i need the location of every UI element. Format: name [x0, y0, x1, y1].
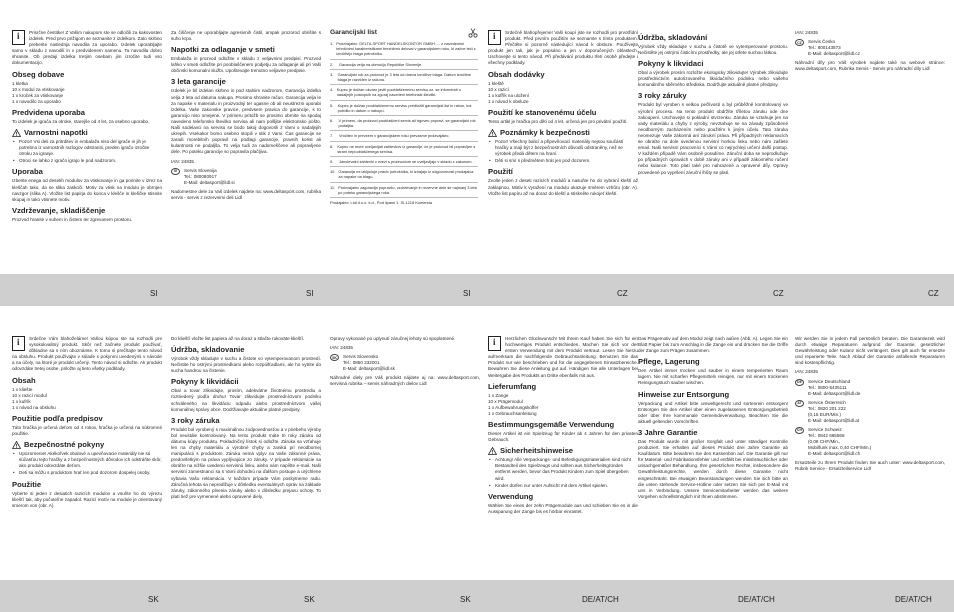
service-name: Servis Česko — [808, 39, 836, 45]
list-item: 10 x Prägemodul — [488, 398, 523, 404]
warranty-title — [330, 28, 478, 38]
heading: 3 roky záruka — [171, 415, 220, 425]
term-item: 11. Proizvajalec zagotavlja popravilo, vzdrževanje in rezervne dele še najmanj 3 leta po poteku garancijskega roka. — [330, 185, 478, 198]
lang-label: DE/AT/CH — [582, 595, 619, 604]
paragraph: Das Produkt wurde mit großer Sorgfalt und unter ständiger Kontrolle produziert. Sie erhalten auf dieses Produkt drei Jahre Garantie ab Kaufdatum. Bitte bewahren Sie den Kassenbon auf. Die Garantie gilt nur für Material- und Fabrikationsfehler und entfällt bei missbräuchlicher oder unsachgemäßer Behandlung. Ihre gesetzlichen Rechte, insbesondere die Gewährleistungsrechte, werden durch diese Garantie nicht eingeschränkt. Bei etwaigen Beanstandungen wenden Sie sich bitte an die unten stehende Service-Hotline oder setzen Sie sich per E-Mail mit uns in Verbindung. Unsere Servicemitarbeiter werden das weitere Vorgehen schnellstmöglich mit Ihnen abstimmen. — [638, 438, 788, 499]
heading-text: Poznámky k bezpečnosti — [500, 128, 590, 138]
heading: Obsah — [12, 375, 36, 385]
paragraph: Nadomestne dele za Vaš izdelek najdete na: www.deltasport.com, rubrika servis - servis z rezervnimi deli Lidl — [171, 188, 321, 200]
svg-text:!: ! — [15, 131, 18, 137]
service-tel: Tel.: 0842 665566 — [808, 432, 845, 438]
list-item: • Děti si smí s předmětem hrát jen pod dozorem. — [488, 158, 638, 164]
list-item: 1 x návod na obsluhu — [12, 404, 56, 410]
service-email: E-Mail: deltasport@lidl.sk — [343, 366, 395, 372]
de-col-1 — [488, 336, 638, 518]
term-item: 2. Garancija velja na območju Republike Slovenije. — [330, 62, 478, 70]
heading: Bestimmungsgemäße Verwendung — [488, 420, 615, 430]
paragraph: Dieser Artikel ist ein Spielzeug für Kinder ab 4 Jahren für den privaten Gebrauch. — [488, 431, 638, 443]
safety-list — [12, 451, 162, 476]
paragraph: Prozvod hranite v suhem in čistem ter zgrevanem prostoru. — [12, 216, 133, 222]
list-item: 1 x kliešte — [12, 386, 33, 392]
service-email: E-Mail: deltasport@lidl.at — [808, 417, 860, 423]
list-item: • Pozor! Vsi deli za pritrditev in embalaža niso del igrače in jih je potrebno iz varnostnih razlogov odstraniti, preden igračo izročite otroku za igranje. — [12, 139, 162, 157]
list-item: 10 x razicí — [488, 86, 509, 92]
scope-list — [12, 81, 162, 105]
service-tel: Tel.: 080080917 — [184, 173, 217, 179]
info-icon — [12, 30, 25, 45]
service-name: Service Österreich — [808, 399, 846, 405]
warning-icon — [12, 441, 21, 449]
term-item: 6. V primeru, da proizvod pooblaščeni servis ali trgovec popravi, se garancijski rok podaljša. — [330, 118, 478, 131]
svg-text:!: ! — [491, 131, 494, 137]
heading: Verwendung — [488, 491, 534, 501]
heading: Údržba, skladování — [638, 33, 708, 42]
heading: Hinweise zur Entsorgung — [638, 389, 730, 399]
cz-col-1 — [488, 30, 638, 200]
service-name: Service Deutschland — [808, 378, 851, 384]
scope-list — [488, 81, 638, 105]
service-address — [795, 39, 945, 57]
service-email: E-Mail: deltasport@lidl.de — [808, 390, 861, 396]
intro-text: Herzlichen Glückwunsch! Mit Ihrem Kauf haben Sie sich für ein hochwertiges Produkt entschieden. Machen Sie sich vor der ersten Verwendung mit dem Produkt vertraut. Lesen Sie hierzu aufmerksam die nachfolgende Gebrauchsanleitung. Benutzen Sie das Produkt nur wie beschrieben und für die angegebenen Einsatzbereiche. Bewahren Sie diese Anleitung gut auf. Händigen Sie alle Unterlagen bei Weitergabe des Produkts an Dritte ebenfalls mit aus. — [488, 336, 638, 378]
list-item: 1 x navodilo za uporabo — [12, 98, 61, 104]
heading-safety — [488, 446, 638, 455]
ian-number: IAN: 24835 — [795, 369, 818, 375]
list-item: • Deti sa môžu s produktom hrať len pod dozorom dospelej osoby. — [12, 470, 162, 476]
heading: Vzdrževanje, skladiščenje — [12, 205, 106, 215]
list-item: 1 x Gebrauchsanleitung — [488, 410, 537, 416]
service-name: Service Schweiz — [808, 426, 842, 432]
list-item: 10 x razicí modul — [12, 392, 47, 398]
lang-label: DE/AT/CH — [895, 595, 932, 604]
ian-number: IAN: 24835 — [171, 158, 194, 164]
term-item: 7. Vročitev in prevzem v garancijskem roku prevzame proizvajalec. — [330, 133, 478, 141]
heading: Obsah dodávky — [488, 69, 545, 79]
heading-text: Varnostni napotki — [24, 128, 88, 138]
paragraph: Den Artikel immer trocken und sauber in einem temperierten Raum lagern. Nie mit scharfen Pflegemitteln reinigen, nur mit einem trockenen Reinigungstuch sauber wischen. — [638, 368, 788, 386]
de-col-3 — [795, 336, 945, 475]
warning-icon — [488, 447, 497, 455]
svg-text:!: ! — [15, 443, 18, 449]
list-item: 1 x návod k obsluze — [488, 98, 529, 104]
term-item: 8. Kupec ne more uveljavljati zahtevkov iz garancije, če je proizvod bil popravljen s strani nepooblaščenega servisa. — [330, 144, 478, 157]
heading: 3 roky záruky — [638, 91, 687, 101]
service-email: E-Mail: deltasport@lidl.cz — [808, 51, 860, 57]
sk-col-1 — [12, 336, 162, 512]
flag-de-icon: DE — [795, 379, 804, 386]
lang-label: CZ — [617, 289, 628, 298]
paragraph: Verpackung und Artikel bitte umweltgerecht und sortenrein entsorgen! Entsorgen Sie den Artikel über einen zugelassenen Entsorgungsbetrieb oder über Ihre kommunale Gemeindeverwaltung. Beachten Sie die aktuell geltenden Vorschriften. — [638, 400, 788, 424]
paragraph: Zvolte jeden z deseti razicích modulů a nasuňte ho do vybrání kleští až zaklapnou. Motiv k vyražení na modulu ukazuje směrem vzhůru (obr. A). Vložte list papíru až na doraz do kleští a stiskněte rukojeť kleští. — [488, 178, 638, 196]
info-icon — [488, 336, 501, 351]
heading: Použitie podľa predpisov — [12, 413, 103, 423]
scope-list — [12, 387, 162, 411]
flag-sk-icon: SK — [330, 354, 339, 361]
service-tel: Tel.: 800143873 — [808, 45, 841, 51]
info-icon — [488, 30, 501, 45]
service-tel-note: (0,15 EUR/Min.) — [808, 411, 841, 417]
heading-safety — [12, 440, 162, 449]
list-item: 1 x kufrík — [12, 398, 31, 404]
heading: Napotki za odlaganje v smeti — [171, 45, 275, 55]
lang-label: SI — [463, 289, 471, 298]
term-item: 4. Kupec je dolžan okvaro javiti pooblaščenemu servisu oz. se informirati o nadaljnjih postopkih na zgoraj navedeni telefonski številki. — [330, 87, 478, 100]
info-icon — [12, 336, 25, 351]
heading: Použití ke stanovenému účelu — [488, 107, 597, 117]
paragraph: Za čiščenje ne uporabljajte agresivnih čistil, ampak prozorod obrišite s suho krpo. — [171, 30, 321, 42]
ian-number: IAN: 24835 — [795, 30, 818, 35]
term-item: 9. Jamčevalni zahtevki v zvezi s proizvodom se uveljavljajo v skladu z zakonom. — [330, 159, 478, 167]
heading-safety — [12, 128, 162, 137]
lang-label: SI — [306, 289, 314, 298]
flag-si-icon: SI — [171, 168, 180, 175]
service-tel: Tel.: 0850 232001 — [343, 360, 380, 366]
seller-info: Prodajalec: Lidl d.o.o. k.d., Pod lipami 1, SI-1218 Komenda — [330, 200, 432, 206]
list-item: 10 x modul za vtiskovanje — [12, 86, 65, 92]
flag-ch-icon: CH — [795, 427, 804, 434]
list-item: 1 kletka — [12, 80, 28, 86]
warning-icon — [12, 129, 21, 137]
list-item: 1 x kroček za vtiskovanje — [12, 92, 64, 98]
lang-label: DE/AT/CH — [738, 595, 775, 604]
scissors-icon — [468, 28, 478, 38]
safety-list — [12, 139, 162, 164]
term-item: 1. Proizvajalec: DELTA-SPORT HANDELSKONTOR GMBH, ... z navedenimi tehničnimi karakteristikami brezhibno deloval v garancijskem roku, ki začne teči z izročitvijo blaga potrošniku. — [330, 41, 478, 60]
heading: Pokyny k likvidaci — [638, 59, 704, 69]
si-col-1 — [12, 30, 162, 226]
sk-col-3 — [330, 336, 480, 390]
lang-label: SK — [460, 595, 471, 604]
flag-cz-icon: CZ — [795, 39, 804, 46]
heading: 3 Jahre Garantie — [638, 427, 698, 437]
service-email: E-Mail: deltasport@lidl.si — [184, 179, 235, 185]
warranty-terms — [330, 41, 478, 198]
svg-text:!: ! — [491, 449, 494, 455]
paragraph: Embalaža in prozvod odložite v skladu z veljavnimi predpisi. Prozvod lahko v smeti odložite pri pooblaščenem podjetju za odlaganje ali pri Vaši občinski komunalni službi. Upoštevajte trenutno veljavne predpise. — [171, 56, 321, 74]
ian-number: IAN: 24835 — [330, 345, 353, 351]
paragraph: Produkt bol vyrobený s maximálnou zodpovednosťou a v priebehu výroby bol neustále kontrolovaný. Na tento produkt máte tri roky záruku od dátumu kúpy produktu. Pokladničný lístok si odložte. Záruka sa vzťahuje len na chyby materiálu a výrobné chyby a zaniká pri neodbornej manipulácii s produktom. Záruka nemá vplyv na Vaše zákonné práva, predovšetkým na práva vyplývajúce zo záruky. V prípade reklamácie sa obráťte na nižšie uvedenú servisnú linku, alebo nám napíšte e-mail. Naši servisní zamestnanci sa s Vami dohodnú na ďalšom postupe a urýchlene vybavia Vašu reklamáciu. V každom prípade Vám poskytneme radu. Záručná lehota sa nepredlžuje v dôsledku eventuálnych opráv na základe záruky, zákonného plnenia záruky alebo v dôsledku prejavu ochoty. To platí tiež pre vymenené alebo opravené diely. — [171, 426, 321, 499]
paragraph: Ersatzteile zu Ihrem Produkt finden Sie auch unter: www.deltasport.com, Rubrik Service - Ersatzteilservice Lidl — [795, 459, 945, 471]
heading: Obseg dobave — [12, 69, 65, 79]
paragraph: Vyberte si jeden z desiatich razicích modulov a vsuňte ho do výrezu kliešťí tak, aby počuteľne zapadol. Razicí motív na module je orientovaný smerom von (obr. A). — [12, 490, 162, 508]
heading: Uporaba — [12, 167, 43, 177]
paragraph: Das Prägemotiv auf dem Modul zeigt nach außen (Abb. A). Legen Sie ein Blatt Papier bis zum Anschlag in die Zange ein und drücken Sie die Griffe der Zange zum Prägen zusammen. — [638, 336, 788, 354]
warranty-title-text: Garancijski list — [330, 28, 377, 36]
safety-list — [488, 139, 638, 164]
lang-label: CZ — [773, 289, 784, 298]
service-name: Servis Slovenija — [184, 167, 217, 173]
paragraph: Výrobok vždy skladujte v suchu a čistote vo vytemperovanom prostredí. Nečistite ho ostrými prostriedkami alebo rozpúšťadlami, ale ho vytrite do sucha handrou na čistenie. — [171, 356, 321, 374]
language-strip — [0, 274, 954, 306]
cz-col-2 — [638, 30, 788, 179]
paragraph: Izberite enega od desetih modulov za vtiskovanje in ga porinite v izrez na kleščah tako, da se slika zaskoči. Motiv za vtisk na modulu je obrnjen navzgor (slika A). Vložite list papirja do konca v klešče in kleščke stisnite skupaj in tako vtisnete motiv. — [12, 178, 162, 202]
heading: 3 leta garancije — [171, 77, 226, 87]
intro-text: Prisrčne čestitke! Z Vašim nakupom ste se odločili za kakovosten izdelek. Pred prvo prižigom se seznanite z izdelkom. Zato skrbno preberite naslednja navodila za uporabo. Izdelek uporabljajte samo v skladu z navodili in v predvidenem namenu. Ta navodila dobro shranite. Ob predaji izdelka tretjim osebam jim izročite tudi vso dokumentacijo. — [12, 30, 162, 66]
list-item: 1 x Aufbewahrungskoffer — [488, 404, 539, 410]
paragraph: Tento artikl je hračka pro děti od 4 let, určená jen pro privátní použití. — [488, 118, 628, 124]
service-tel-note: Mobilfunk max. 0,40 CHF/Min.) — [808, 444, 872, 450]
term-item: 10. Garancija ne izključuje pravic potrošnika, ki izhajajo iz odgovornosti prodajalca za napake na blagu. — [330, 169, 478, 182]
service-email: E-Mail: deltasport@lidl.ch — [808, 450, 861, 456]
service-name: Servis Slovensko — [343, 354, 379, 360]
paragraph: Náhradní díly pro Váš výrobek najdete také na webové stránce: www.deltasport.com, Rubrika Servis - Servis pro náhradní díly Lidl — [795, 60, 945, 72]
list-item: • Otroci se lahko z igračo igrajo le pod nadzorom. — [12, 158, 162, 164]
heading: Predvidena uporaba — [12, 107, 86, 117]
paragraph: Opravy vykonané po uplynutí záručnej lehoty sú spoplatnené. — [330, 336, 456, 341]
bottom-half — [0, 306, 954, 612]
de-col-2 — [638, 336, 788, 503]
list-item: • Kinder dürfen nur unter Aufsicht mit dem Artikel spielen. — [488, 483, 638, 489]
service-address-at — [795, 400, 945, 424]
paragraph: Izdelek je bil izdelan skrbno in pod stalnim nadzorom. Garancija izdelka velja 3 leta od datuma nakupa. Prosimo shranite račun. Garancija velja le za napake v materialu in proizvodnji ter ugasne ob ali neustrezni uporabi izdelka. Vaše zakonske pravice, predvsem pravica do garancije, s to garancijo niso omejene. V primeru pritožb se prosimo obrnite na spodaj navedeno telefonsko številko servisa ali nam pošljite elektronsko pošto. Naši sodelavci na servisu se bodo takoj dogovorili z Vami o nadaljnjih ukrepih. Vsekakor bomo osebno stopili v stik z Vami. Čas garancije se zaradi morebitnih popravil na podlagi garancije, pravnih korist ali kulantnosti ne podaljša. To velja tudi za nadomeščene ali popravljene dele. Po poteku garancije so popravila plačljiva. — [171, 88, 321, 155]
lang-label: SK — [304, 595, 315, 604]
list-item: 1 kleště — [488, 80, 504, 86]
paragraph: To izdelek je igrača za otroke, starejše od 4 let, za osebno uporabo. — [12, 118, 150, 124]
heading: Údržba, skladovanie — [171, 345, 245, 355]
list-item: 1 x Zange — [488, 392, 509, 398]
heading-text: Sicherheitshinweise — [500, 446, 574, 456]
heading-text: Bezpečnostné pokyny — [24, 440, 105, 450]
list-item: • Upozornenie! Akékoľvek obalové a upevňovacie materiály nie sú súčasťou tejto hračky a z bezpečnostných dôvodov ich odstráňte skôr, ako produkt odovzdáte deťom. — [12, 451, 162, 469]
list-item: • Pozor! Všechny balicí a připevňovací materiály nejsou součástí hračky a mají být z bezpečnostních důvodů odstraněny, než se výrobek předá dětem na hraní. — [488, 139, 638, 157]
flag-at-icon: AT — [795, 400, 804, 407]
paragraph: Wählen Sie eines der zehn Prägemodule aus und schieben Sie es in die Aussparung der Zange bis es hörbar einrastet. — [488, 502, 638, 514]
si-warranty-card — [330, 28, 478, 208]
paragraph: Produkt byl vyroben s velkou pečlivostí a byl průběžně kontrolovaný ve výrobní procesu. Na tento produkt obdržíte tříletou záruku ode dne zakoupení. Uschovejte si pokladní stvrzenku. Záruka se vztahuje jen na vady materiálu a chyby z výroby, nevztahuje se na závady způsobené neodborným zacházením nebo použitím k jiným účelu. Tato záruka neomezuje Vaše zákonná ani zárukní práva. Při případných reklamacích se obraťte na dole uvedenou servisní horkou linku nebo nám zašlete email. Naši servisní pracovníci s Vámi co nejrychleji určení další postup. V každém případě Vám osobně poradíme. Záruční doba se neprodlužuje po případných opravách v době záruky ani v případě zákonného ručení nebo kulance. Toto platí také pro nahrazené a opravené díly. Opravy provedené po vypršení záruční lhůty se platí. — [638, 102, 788, 175]
heading: Použití — [488, 167, 513, 177]
lang-label: SI — [150, 289, 158, 298]
service-address — [330, 354, 480, 372]
cz-col-3 — [795, 30, 945, 75]
paragraph: Obal a tovar zlikvidujte, prosím, adekvátne životnému prostrediu a roztriedený podľa druhu! Tovar zlikvidujte prostredníctvom podniku schváleného na likvidáciu odpadu alebo prostredníctvom vášej komunálnej správy obce. Dodržiavajte aktuálne platné predpisy. — [171, 388, 321, 412]
paragraph: Táto hračka je určená deťom od 4 rokov, hračka je určená na súkromné použitie. — [12, 424, 162, 437]
service-tel: Tel.: 0800-5435111 — [808, 384, 847, 390]
service-tel-note: (0,08 CHF/Min., — [808, 438, 841, 444]
intro-text: Srdečně blahopřejeme! Vaší koupí jste se rozhodli pro prvotřídní produkt. Před prvním použitím se seznamte s tímto produktem. Přečtěte si pozorně následující návod k obsluze. Používejte produkt jen tak, jak je popsáno a jen v doporučených oblastech. Uschovejte si tento návod. Při předávání produktu třetí osobě předejte i všechny podklady. — [488, 30, 638, 66]
language-strip — [0, 580, 954, 612]
paragraph: Obal a výrobek prosím rozložte ekologicky zlikvidujte! Výrobek zlikvidujte prostřednictvím autorizovaného likvidačního podniku nebo vašeho komunálního sběrného střediska. Dodržujte aktuálně platné předpisy. — [638, 70, 788, 88]
paragraph: Náhradné diely pre Váš produkt nájdete aj na: www.deltasport.com, servisná rubrika – servis náhradných dielov Lidl — [330, 375, 480, 387]
intro-text: Srdečne Vám blahoželáme! Vašou kúpou ste sa rozhodli pre vysokokvalitný produkt. Skôr než začnete produkt používať, dôkladne sa s ním oboznámte. K tomu si prečítajte tento návod na obsluhu. Produkt používajte v súlade s pokynmi uvedenými v návode a na účely, na ktoré je produkt určený. Tento návod si odložte. Ak produkt odovzdáte tretej osobe, priložte aj tieto všetky podklady. — [12, 336, 162, 372]
paragraph: Wir werden Sie in jedem Fall persönlich beraten. Die Garantiezeit wird durch etwaige Reparaturen aufgrund der Garantie, gesetzlicher Gewährleistung oder Kulanz nicht verlängert. Dies gilt auch für ersetzte und reparierte Teile. Nach Ablauf der Garantie anfallende Reparaturen sind kostenpflichtig. — [795, 336, 945, 366]
paragraph: Výrobek vždy skladujte v suchu a čistotě ve vytemperované prostoru. Nečistěte jej ostrými čisticími prostředky, ale jej otřete suchou látkou. — [638, 44, 788, 56]
lang-label: CZ — [928, 289, 939, 298]
heading: Lieferumfang — [488, 381, 537, 391]
sk-col-2 — [171, 336, 321, 503]
service-tel: Tel.: 0820 201 222 — [808, 405, 846, 411]
scope-list — [488, 393, 638, 417]
heading: Pokyny k likvidácii — [171, 377, 239, 387]
si-col-2 — [171, 30, 321, 204]
heading: Pflege, Lagerung — [638, 357, 700, 367]
safety-list — [488, 457, 638, 488]
service-address-de — [795, 379, 945, 397]
service-address — [171, 168, 321, 186]
service-address-ch — [795, 427, 945, 457]
term-item: 3. Garancijski rok za proizvod je 3 leta od dneva izročitve blaga. Datum izročitve blaga je razviden iz računa. — [330, 72, 478, 85]
term-item: 5. Kupec je dolžan pooblaščenemu servisu predložiti garancijski list in račun, kot potrdilo in datum o nakupu. — [330, 103, 478, 116]
warning-icon — [488, 129, 497, 137]
heading-safety — [488, 128, 638, 137]
lang-label: SK — [148, 595, 159, 604]
paragraph: Do kliešťí vložte list papiera až na doraz a stlačte rukoväte kliešťí. — [171, 336, 305, 341]
list-item: • Achtung! Alle Verpackungs- und Befestigungsmaterialien sind nicht Bestandteil des Spielzeugs und sollten aus Sicherheitsgründen entfernt werden, bevor das Produkt Kindern zum Spiel übergeben wird. — [488, 457, 638, 481]
heading: Použitie — [12, 479, 42, 489]
list-item: 1 x kufřík na uložení — [488, 92, 530, 98]
